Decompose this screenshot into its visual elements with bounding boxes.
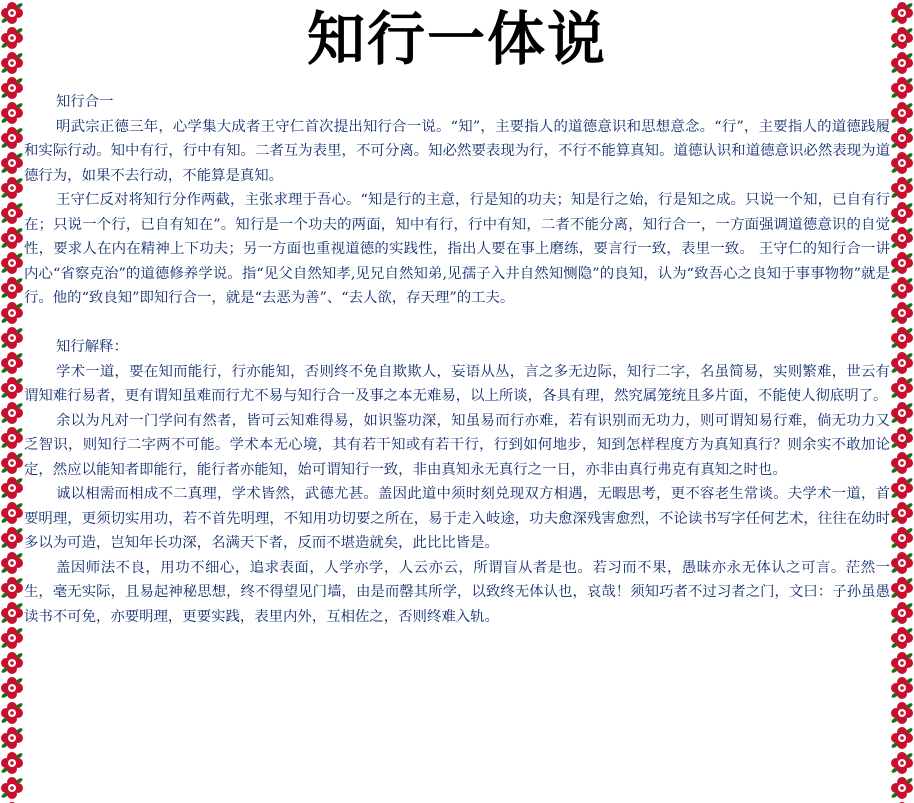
red-flower-icon <box>891 752 913 774</box>
red-flower-icon <box>891 327 913 349</box>
red-flower-icon <box>891 502 913 524</box>
paragraph: 学术一道，要在知而能行，行亦能知，否则终不免自欺欺人，妄语从丛，言之多无边际，知行二字，名虽简易，实则繁难，世云有谓知难行易者，更有谓知虽难而行尤不易与知行合一及事之本无难易，以上所谈，各具有理，然究属笼统且多片面，不能使人彻底明了。 <box>24 363 890 404</box>
red-flower-icon <box>891 602 913 624</box>
red-flower-icon <box>1 252 23 274</box>
red-flower-icon <box>1 777 23 799</box>
red-flower-icon <box>891 652 913 674</box>
red-flower-icon <box>1 352 23 374</box>
red-flower-icon <box>891 477 913 499</box>
paragraph: 盖因师法不良，用功不细心，追求表面，人学亦学，人云亦云，所谓盲从者是也。若习而不果，愚昧亦永无体认之可言。茫然一生，毫无实际，且易起神秘思想，终不得望见门墙，由是而罄其所学，以致终无体认也，哀哉！须知巧者不过习者之门，文曰：子孙虽愚读书不可免，亦要明理，更要实践，表里内外，互相佐之，否则终难入轨。 <box>24 559 890 625</box>
red-flower-icon <box>891 452 913 474</box>
red-flower-icon <box>891 727 913 749</box>
red-flower-icon <box>1 277 23 299</box>
paragraph: 王守仁反对将知行分作两截，主张求理于吾心。“知是行的主意，行是知的功夫；知是行之始，行是知之成。只说一个知，已自有行在；只说一个行，已自有知在”。知行是一个功夫的两面，知中有行，行中有知，二者不能分离，知行合一，一方面强调道德意识的自觉性，要求人在内在精神上下功夫；另一方面也重视道德的实践性，指出人要在事上磨练，要言行一致，表里一致。 王守仁的知行合一讲内心“省察克治”的道德修养学说。指“见父自然知孝,见兄自然知弟,见孺子入井自然知恻隐”的良知，认为“致吾心之良知于事事物物”就是行。他的“致良知”即知行合一，就是“去恶为善”、“去人欲，存天理”的工夫。 <box>24 192 890 306</box>
red-flower-icon <box>1 702 23 724</box>
red-flower-icon <box>1 227 23 249</box>
red-flower-icon <box>1 152 23 174</box>
red-flower-icon <box>891 302 913 324</box>
red-flower-icon <box>1 752 23 774</box>
red-flower-icon <box>891 677 913 699</box>
red-flower-icon <box>1 577 23 599</box>
red-flower-icon <box>1 377 23 399</box>
red-flower-icon <box>891 102 913 124</box>
red-flower-icon <box>1 677 23 699</box>
red-flower-icon <box>891 202 913 224</box>
red-flower-icon <box>1 452 23 474</box>
red-flower-icon <box>1 77 23 99</box>
red-flower-icon <box>1 627 23 649</box>
red-flower-icon <box>891 177 913 199</box>
red-flower-icon <box>891 577 913 599</box>
right-flower-border <box>890 0 914 803</box>
red-flower-icon <box>1 427 23 449</box>
red-flower-icon <box>891 152 913 174</box>
red-flower-icon <box>1 602 23 624</box>
red-flower-icon <box>1 527 23 549</box>
red-flower-icon <box>1 302 23 324</box>
article-body <box>24 90 890 629</box>
red-flower-icon <box>891 227 913 249</box>
red-flower-icon <box>891 427 913 449</box>
red-flower-icon <box>891 627 913 649</box>
red-flower-icon <box>1 552 23 574</box>
red-flower-icon <box>891 352 913 374</box>
red-flower-icon <box>1 127 23 149</box>
red-flower-icon <box>891 277 913 299</box>
red-flower-icon <box>1 327 23 349</box>
red-flower-icon <box>1 102 23 124</box>
section-spacer <box>24 311 890 336</box>
red-flower-icon <box>891 702 913 724</box>
left-flower-border <box>0 0 24 803</box>
red-flower-icon <box>891 127 913 149</box>
red-flower-icon <box>1 652 23 674</box>
section-heading-zhixing-heyi: 知行合一 <box>56 94 114 110</box>
red-flower-icon <box>1 502 23 524</box>
paragraph: 明武宗正德三年，心学集大成者王守仁首次提出知行合一说。“知”，主要指人的道德意识和思想意念。“行”，主要指人的道德践履和实际行动。知中有行，行中有知。二者互为表里，不可分离。知必然要表现为行，不行不能算真知。道德认识和道德意识必然表现为道德行为，如果不去行动，不能算是真知。 <box>24 118 890 184</box>
paragraph: 诚以相需而相成不二真理，学术皆然，武德尤甚。盖因此道中须时刻兑现双方相遇，无暇思考，更不容老生常谈。夫学术一道，首要明理，更须切实用功，若不首先明理，不知用功切要之所在，易于走入岐途，功夫愈深残害愈烈，不论读书写字任何艺术，往往在幼时多以为可造，岂知年长功深，名满天下者，反而不堪造就矣，此比比皆是。 <box>24 486 890 551</box>
red-flower-icon <box>1 202 23 224</box>
red-flower-icon <box>891 777 913 799</box>
red-flower-icon <box>891 527 913 549</box>
red-flower-icon <box>1 402 23 424</box>
section-heading-zhixing-jieshi: 知行解释： <box>56 339 128 355</box>
paragraph: 余以为凡对一门学问有然者，皆可云知难得易，如识鉴功深，知虽易而行亦难，若有识别而无功力，则可谓知易行难，倘无功力又乏智识，则知行二字两不可能。学术本无心境，其有若干知或有若干行，行到如何地步，知到怎样程度方为真知真行？则余实不敢加论定，然应以能知者即能行，能行者亦能知，始可谓知行一致，非由真知永无真行之一日，亦非由真行弗克有真知之时也。 <box>24 412 890 478</box>
red-flower-icon <box>891 252 913 274</box>
page-title: 知行一体说 <box>306 5 607 73</box>
red-flower-icon <box>1 477 23 499</box>
red-flower-icon <box>891 77 913 99</box>
red-flower-icon <box>1 177 23 199</box>
red-flower-icon <box>891 402 913 424</box>
red-flower-icon <box>891 377 913 399</box>
red-flower-icon <box>891 552 913 574</box>
red-flower-icon <box>1 727 23 749</box>
